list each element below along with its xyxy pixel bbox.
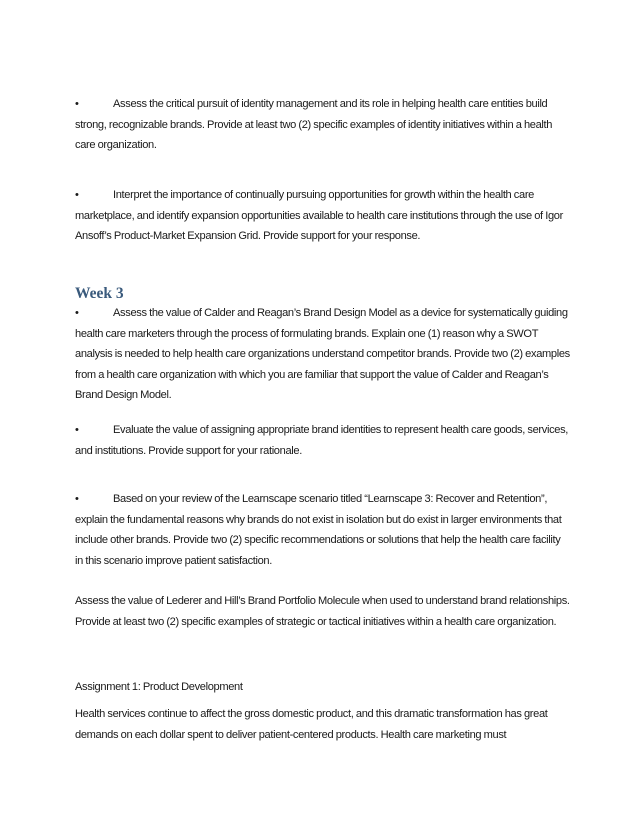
bullet-first-line: Assess the value of Calder and Reagan’s Brand Design Model as a device for systematically bbox=[113, 307, 532, 319]
bullet-first-line: Interpret the importance of continually pursuing opportunities for growth within the health care bbox=[113, 189, 534, 201]
bullet-growth-opportunities bbox=[75, 185, 570, 247]
bullet-identity-management bbox=[75, 94, 570, 156]
bullet-marker: • bbox=[75, 98, 79, 110]
paragraph-assignment: Health services continue to affect the gross domestic product, and this dramatic transformation has great demands on each dollar spent to deliver patient-centered products. Health care marketing must bbox=[75, 708, 548, 741]
bullet-continuation: services, and institutions. Provide support for your rationale. bbox=[75, 424, 569, 457]
bullet-first-line: Evaluate the value of assigning appropriate brand identities to represent health care goods, bbox=[113, 424, 525, 436]
bullet-marker: • bbox=[75, 307, 79, 319]
bullet-continuation: marketplace, and identify expansion opportunities available to health care institutions through the use of Igor Ansoff’s Product-Market Expansion Grid. Provide support for your response. bbox=[75, 209, 563, 242]
bullet-first-line: Based on your review of the Learnscape scenario titled “Learnscape 3: Recover and Retention”, bbox=[113, 493, 548, 505]
bullet-first-line: Assess the critical pursuit of identity management and its role in helping health care entities bbox=[113, 98, 524, 110]
week-heading: Week 3 bbox=[75, 285, 124, 302]
assignment-title: Assignment 1: Product Development bbox=[75, 681, 243, 693]
bullet-brand-design-model bbox=[75, 303, 570, 406]
bullet-marker: • bbox=[75, 424, 79, 436]
bullet-learnscape-scenario bbox=[75, 489, 570, 571]
bullet-continuation: explain the fundamental reasons why brands do not exist in isolation but do exist in larger environments that include other brands. Provide two (2) specific recommendations or solutions that help the health care facility in this scenario improve patient satisfaction. bbox=[75, 513, 562, 567]
bullet-marker: • bbox=[75, 493, 79, 505]
bullet-marker: • bbox=[75, 189, 79, 201]
bullet-continuation: guiding health care marketers through the process of formulating brands. Explain one (1) reason why a SWOT analysis is needed to help health care organizations understand competitor brands. Provide two (2) examples from a health care organization with which you are familiar that support the value of Calder and Reagan’s Brand Design Model. bbox=[75, 307, 570, 401]
paragraph-brand-portfolio: Assess the value of Lederer and Hill’s Brand Portfolio Molecule when used to understand brand relationships. Provide at least two (2) specific examples of strategic or tactical initiatives within a health care organization. bbox=[75, 595, 570, 628]
bullet-continuation: build strong, recognizable brands. Provide at least two (2) specific examples of identity initiatives within a health care organization. bbox=[75, 98, 553, 151]
bullet-brand-identities bbox=[75, 420, 570, 461]
